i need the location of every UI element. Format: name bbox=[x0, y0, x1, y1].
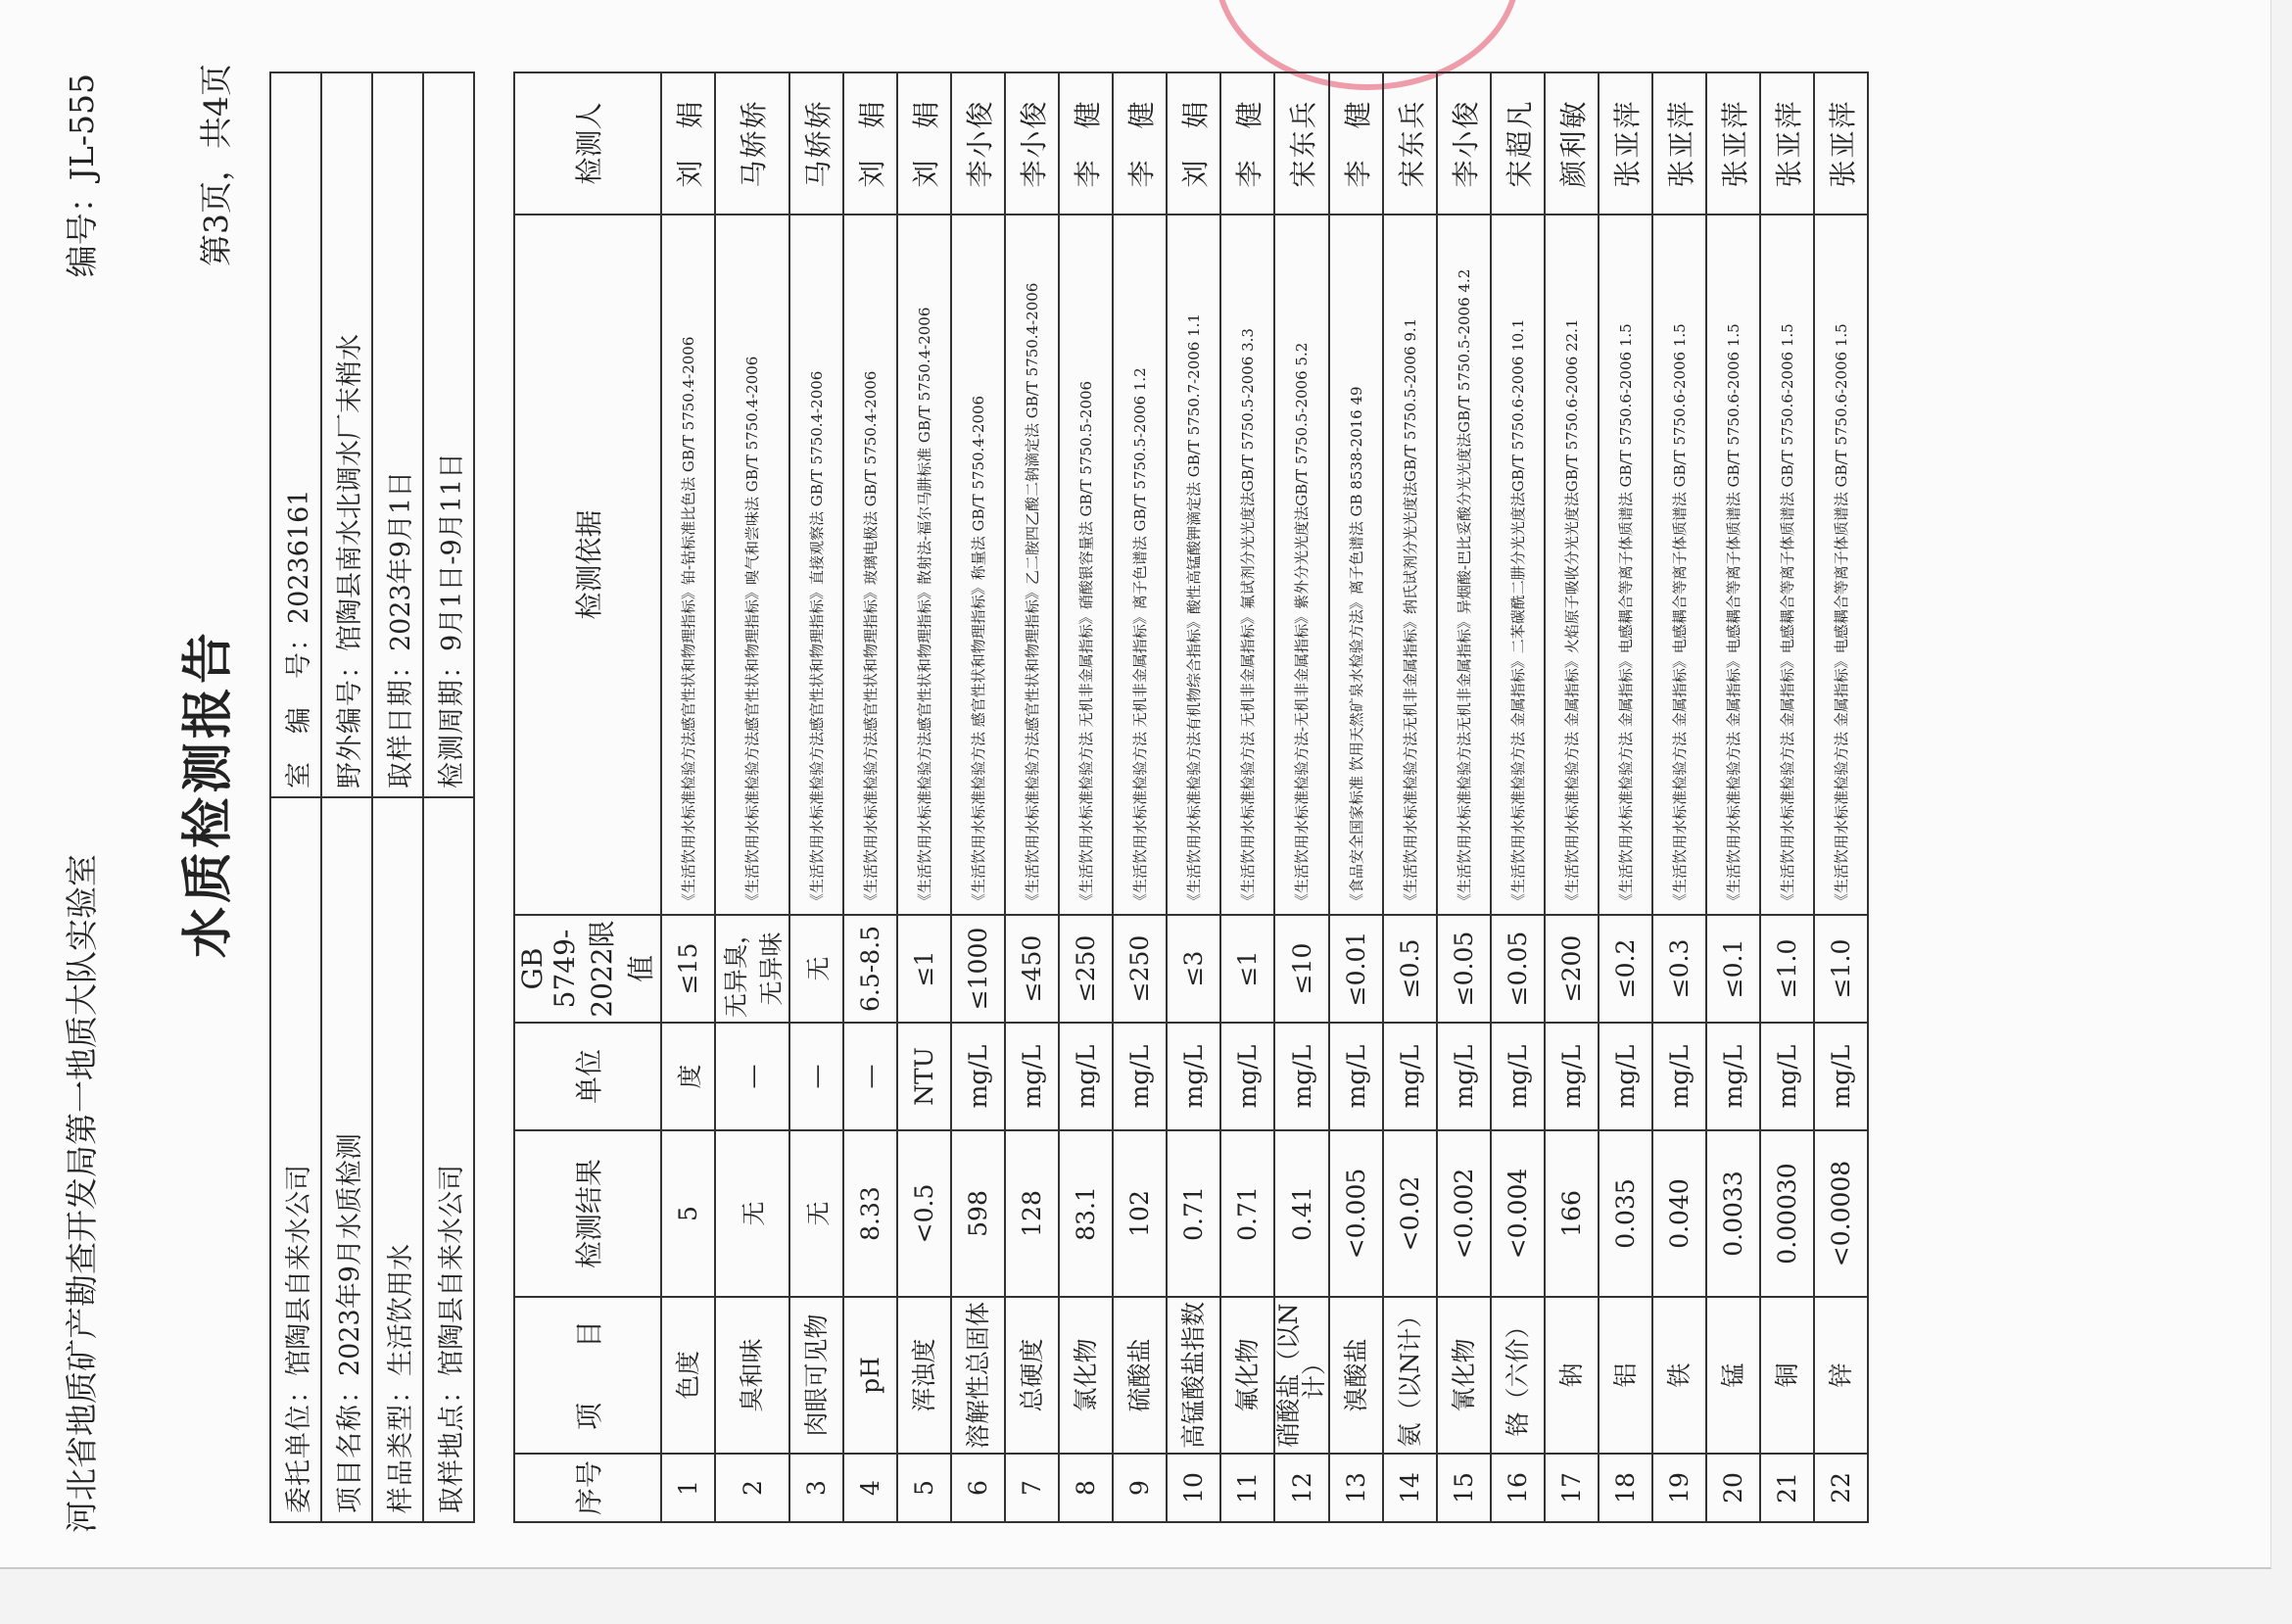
report-code: 编号：JL-555 bbox=[63, 73, 101, 278]
row-tester: 李 健 bbox=[1059, 72, 1113, 215]
row-result: <0.002 bbox=[1437, 1130, 1491, 1297]
row-unit: — bbox=[789, 1023, 843, 1130]
row-unit: mg/L bbox=[1814, 1023, 1868, 1130]
row-no: 18 bbox=[1599, 1454, 1652, 1522]
row-limit: ≤10 bbox=[1274, 915, 1329, 1023]
row-limit: ≤0.2 bbox=[1599, 915, 1652, 1023]
row-result: <0.02 bbox=[1383, 1130, 1437, 1297]
row-result: <0.0008 bbox=[1814, 1130, 1868, 1297]
test-period-value: 9月1日-9月11日 bbox=[436, 452, 467, 651]
row-basis: 《生活饮用水标准检验方法感官性状和物理指标》散射法-福尔马肼标准 GB/T 5750.4-2006 bbox=[897, 215, 951, 915]
table-row bbox=[1005, 72, 1059, 1522]
table-row bbox=[1167, 72, 1220, 1522]
room-no-value: 20236161 bbox=[283, 489, 314, 624]
test-period-label: 检测周期： bbox=[436, 651, 467, 788]
row-tester: 刘 娟 bbox=[843, 72, 897, 215]
row-basis: 《生活饮用水标准检验方法感官性状和物理指标》嗅气和尝味法 GB/T 5750.4-2006 bbox=[715, 215, 789, 915]
row-basis: 《食品安全国家标准 饮用天然矿泉水检验方法》离子色谱法 GB 8538-2016 49 bbox=[1329, 215, 1383, 915]
row-result: <0.5 bbox=[897, 1130, 951, 1297]
row-no: 9 bbox=[1113, 1454, 1167, 1522]
row-no: 12 bbox=[1274, 1454, 1329, 1522]
sample-info-table bbox=[269, 72, 475, 1523]
row-item: pH bbox=[843, 1297, 897, 1454]
row-tester: 颜利敏 bbox=[1545, 72, 1599, 215]
table-row bbox=[1599, 72, 1652, 1522]
row-item: 总硬度 bbox=[1005, 1297, 1059, 1454]
row-result: 102 bbox=[1113, 1130, 1167, 1297]
row-limit: ≤3 bbox=[1167, 915, 1220, 1023]
client-cell bbox=[270, 797, 321, 1522]
row-limit: ≤1 bbox=[1220, 915, 1274, 1023]
row-tester: 宋东兵 bbox=[1383, 72, 1437, 215]
info-row bbox=[423, 72, 474, 1522]
row-item: 钠 bbox=[1545, 1297, 1599, 1454]
row-result: 0.00030 bbox=[1760, 1130, 1814, 1297]
row-limit: ≤0.05 bbox=[1437, 915, 1491, 1023]
row-result: 128 bbox=[1005, 1130, 1059, 1297]
client-value: 馆陶县自来水公司 bbox=[283, 1165, 314, 1376]
row-result: 0.71 bbox=[1220, 1130, 1274, 1297]
row-unit: mg/L bbox=[1005, 1023, 1059, 1130]
table-row bbox=[1113, 72, 1167, 1522]
row-item: 高锰酸盐指数 bbox=[1167, 1297, 1220, 1454]
row-item: 氟化物 bbox=[1220, 1297, 1274, 1454]
row-basis: 《生活饮用水标准检验方法感官性状和物理指标》玻璃电极法 GB/T 5750.4-2006 bbox=[843, 215, 897, 915]
row-tester: 马娇娇 bbox=[715, 72, 789, 215]
row-limit: 6.5-8.5 bbox=[843, 915, 897, 1023]
col-basis-header: 检测依据 bbox=[514, 215, 661, 915]
row-result: <0.004 bbox=[1491, 1130, 1545, 1297]
row-no: 6 bbox=[951, 1454, 1005, 1522]
row-tester: 李 健 bbox=[1329, 72, 1383, 215]
table-row bbox=[1383, 72, 1437, 1522]
row-unit: mg/L bbox=[1383, 1023, 1437, 1130]
row-limit: ≤0.3 bbox=[1652, 915, 1706, 1023]
project-value: 2023年9月水质检测 bbox=[334, 1133, 365, 1376]
col-unit-header: 单位 bbox=[514, 1023, 661, 1130]
table-row bbox=[1652, 72, 1706, 1522]
row-limit: ≤0.05 bbox=[1491, 915, 1545, 1023]
info-row bbox=[270, 72, 321, 1522]
row-limit: ≤450 bbox=[1005, 915, 1059, 1023]
report-header bbox=[57, 54, 116, 1533]
row-item: 铁 bbox=[1652, 1297, 1706, 1454]
table-row bbox=[789, 72, 843, 1522]
row-basis: 《生活饮用水标准检验方法 金属指标》电感耦合等离子体质谱法 GB/T 5750.6-2006 1.5 bbox=[1760, 215, 1814, 915]
sample-type-label: 样品类型： bbox=[385, 1376, 416, 1513]
row-basis: 《生活饮用水标准检验方法 金属指标》电感耦合等离子体质谱法 GB/T 5750.6-2006 1.5 bbox=[1814, 215, 1868, 915]
row-basis: 《生活饮用水标准检验方法感官性状和物理指标》乙二胺四乙酸二钠滴定法 GB/T 5750.4-2006 bbox=[1005, 215, 1059, 915]
row-result: 0.040 bbox=[1652, 1130, 1706, 1297]
row-limit: ≤1000 bbox=[951, 915, 1005, 1023]
row-basis: 《生活饮用水标准检验方法 无机非金属指标》氟试剂分光光度法GB/T 5750.5-2006 3.3 bbox=[1220, 215, 1274, 915]
row-item: 氯化物 bbox=[1059, 1297, 1113, 1454]
row-no: 7 bbox=[1005, 1454, 1059, 1522]
row-no: 16 bbox=[1491, 1454, 1545, 1522]
info-row bbox=[321, 72, 372, 1522]
col-item-header: 项 目 bbox=[514, 1297, 661, 1454]
row-no: 17 bbox=[1545, 1454, 1599, 1522]
row-result: 83.1 bbox=[1059, 1130, 1113, 1297]
sampling-date-cell bbox=[372, 72, 423, 797]
col-result-header: 检测结果 bbox=[514, 1130, 661, 1297]
sampling-place-label: 取样地点： bbox=[436, 1376, 467, 1513]
room-no-label: 室 编 号： bbox=[283, 624, 314, 788]
row-basis: 《生活饮用水标准检验方法无机非金属指标》异烟酸-巴比妥酸分光光度法GB/T 5750.5-2006 4.2 bbox=[1437, 215, 1491, 915]
table-row bbox=[1706, 72, 1760, 1522]
row-item: 锌 bbox=[1814, 1297, 1868, 1454]
row-item: 浑浊度 bbox=[897, 1297, 951, 1454]
row-unit: — bbox=[843, 1023, 897, 1130]
row-basis: 《生活饮用水标准检验方法感官性状和物理指标》铂-钴标准比色法 GB/T 5750.4-2006 bbox=[661, 215, 715, 915]
table-row bbox=[1437, 72, 1491, 1522]
row-no: 3 bbox=[789, 1454, 843, 1522]
row-item: 锰 bbox=[1706, 1297, 1760, 1454]
row-item: 铜 bbox=[1760, 1297, 1814, 1454]
row-basis: 《生活饮用水标准检验方法无机非金属指标》纳氏试剂分光光度法GB/T 5750.5-2006 9.1 bbox=[1383, 215, 1437, 915]
row-no: 22 bbox=[1814, 1454, 1868, 1522]
row-tester: 张亚萍 bbox=[1706, 72, 1760, 215]
row-basis: 《生活饮用水标准检验方法 金属指标》火焰原子吸收分光光度法GB/T 5750.6-2006 22.1 bbox=[1545, 215, 1599, 915]
row-unit: mg/L bbox=[1274, 1023, 1329, 1130]
row-unit: mg/L bbox=[1220, 1023, 1274, 1130]
row-tester: 宋东兵 bbox=[1274, 72, 1329, 215]
results-table bbox=[513, 72, 1869, 1523]
row-tester: 李小俊 bbox=[1005, 72, 1059, 215]
row-limit: 无异臭，无异味 bbox=[715, 915, 789, 1023]
row-limit: ≤200 bbox=[1545, 915, 1599, 1023]
row-no: 5 bbox=[897, 1454, 951, 1522]
sampling-date-label: 取样日期： bbox=[385, 651, 416, 788]
row-no: 11 bbox=[1220, 1454, 1274, 1522]
row-tester: 李 健 bbox=[1113, 72, 1167, 215]
row-item: 溴酸盐 bbox=[1329, 1297, 1383, 1454]
row-unit: NTU bbox=[897, 1023, 951, 1130]
field-no-cell bbox=[321, 72, 372, 797]
row-unit: 度 bbox=[661, 1023, 715, 1130]
project-label: 项目名称： bbox=[334, 1376, 365, 1513]
room-no-cell bbox=[270, 72, 321, 797]
sampling-place-cell bbox=[423, 797, 474, 1522]
row-unit: mg/L bbox=[1545, 1023, 1599, 1130]
row-tester: 马娇娇 bbox=[789, 72, 843, 215]
row-no: 4 bbox=[843, 1454, 897, 1522]
org-name: 河北省地质矿产勘查开发局第一地质大队实验室 bbox=[63, 854, 101, 1533]
row-basis: 《生活饮用水标准检验方法 金属指标》电感耦合等离子体质谱法 GB/T 5750.6-2006 1.5 bbox=[1706, 215, 1760, 915]
row-tester: 刘 娟 bbox=[1167, 72, 1220, 215]
sample-type-value: 生活饮用水 bbox=[385, 1244, 416, 1376]
sampling-place-value: 馆陶县自来水公司 bbox=[436, 1165, 467, 1376]
row-result: 0.0033 bbox=[1706, 1130, 1760, 1297]
row-item: 色度 bbox=[661, 1297, 715, 1454]
row-limit: ≤250 bbox=[1059, 915, 1113, 1023]
test-period-cell bbox=[423, 72, 474, 797]
row-limit: ≤0.1 bbox=[1706, 915, 1760, 1023]
sampling-date-value: 2023年9月1日 bbox=[385, 470, 416, 651]
row-result: 0.71 bbox=[1167, 1130, 1220, 1297]
row-tester: 张亚萍 bbox=[1760, 72, 1814, 215]
row-unit: mg/L bbox=[1491, 1023, 1545, 1130]
row-tester: 宋超凡 bbox=[1491, 72, 1545, 215]
row-item: 硫酸盐 bbox=[1113, 1297, 1167, 1454]
row-result: 598 bbox=[951, 1130, 1005, 1297]
table-row bbox=[843, 72, 897, 1522]
table-row bbox=[897, 72, 951, 1522]
row-result: <0.005 bbox=[1329, 1130, 1383, 1297]
row-result: 5 bbox=[661, 1130, 715, 1297]
row-limit: ≤0.01 bbox=[1329, 915, 1383, 1023]
col-limit-header: GB 5749-2022限值 bbox=[514, 915, 661, 1023]
row-no: 1 bbox=[661, 1454, 715, 1522]
client-label: 委托单位： bbox=[283, 1376, 314, 1513]
row-tester: 张亚萍 bbox=[1814, 72, 1868, 215]
row-no: 8 bbox=[1059, 1454, 1113, 1522]
row-no: 19 bbox=[1652, 1454, 1706, 1522]
row-no: 13 bbox=[1329, 1454, 1383, 1522]
row-unit: mg/L bbox=[1437, 1023, 1491, 1130]
table-row bbox=[1760, 72, 1814, 1522]
row-tester: 张亚萍 bbox=[1652, 72, 1706, 215]
row-tester: 张亚萍 bbox=[1599, 72, 1652, 215]
row-unit: mg/L bbox=[1706, 1023, 1760, 1130]
row-limit: ≤250 bbox=[1113, 915, 1167, 1023]
row-tester: 李小俊 bbox=[951, 72, 1005, 215]
row-result: 0.41 bbox=[1274, 1130, 1329, 1297]
table-row bbox=[1220, 72, 1274, 1522]
row-basis: 《生活饮用水标准检验方法 金属指标》二苯碳酰二肼分光光度法GB/T 5750.6-2006 10.1 bbox=[1491, 215, 1545, 915]
row-result: 0.035 bbox=[1599, 1130, 1652, 1297]
table-row bbox=[1059, 72, 1113, 1522]
table-row bbox=[1814, 72, 1868, 1522]
row-result: 166 bbox=[1545, 1130, 1599, 1297]
row-result: 无 bbox=[715, 1130, 789, 1297]
row-result: 无 bbox=[789, 1130, 843, 1297]
row-limit: ≤1.0 bbox=[1814, 915, 1868, 1023]
table-row bbox=[661, 72, 715, 1522]
row-item: 氰化物 bbox=[1437, 1297, 1491, 1454]
row-item: 臭和味 bbox=[715, 1297, 789, 1454]
row-no: 14 bbox=[1383, 1454, 1437, 1522]
row-item: 铝 bbox=[1599, 1297, 1652, 1454]
row-unit: mg/L bbox=[1760, 1023, 1814, 1130]
field-no-label: 野外编号： bbox=[334, 651, 365, 788]
row-basis: 《生活饮用水标准检验方法感官性状和物理指标》直接观察法 GB/T 5750.4-2006 bbox=[789, 215, 843, 915]
table-row bbox=[715, 72, 789, 1522]
col-person-header: 检测人 bbox=[514, 72, 661, 215]
row-unit: mg/L bbox=[951, 1023, 1005, 1130]
page-number: 第3页，共4页 bbox=[197, 64, 235, 266]
table-row bbox=[1491, 72, 1545, 1522]
col-no-header: 序号 bbox=[514, 1454, 661, 1522]
row-tester: 刘 娟 bbox=[897, 72, 951, 215]
row-basis: 《生活饮用水标准检验方法 感官性状和物理指标》称量法 GB/T 5750.4-2006 bbox=[951, 215, 1005, 915]
row-tester: 李 健 bbox=[1220, 72, 1274, 215]
row-item: 肉眼可见物 bbox=[789, 1297, 843, 1454]
row-limit: ≤1 bbox=[897, 915, 951, 1023]
row-item: 硝酸盐（以N计） bbox=[1274, 1297, 1329, 1454]
row-no: 10 bbox=[1167, 1454, 1220, 1522]
row-basis: 《生活饮用水标准检验方法-无机非金属指标》紫外分光光度法GB/T 5750.5-2006 5.2 bbox=[1274, 215, 1329, 915]
row-unit: mg/L bbox=[1167, 1023, 1220, 1130]
row-limit: ≤0.5 bbox=[1383, 915, 1437, 1023]
info-row bbox=[372, 72, 423, 1522]
table-row bbox=[1329, 72, 1383, 1522]
row-no: 15 bbox=[1437, 1454, 1491, 1522]
row-limit: 无 bbox=[789, 915, 843, 1023]
row-unit: mg/L bbox=[1652, 1023, 1706, 1130]
row-item: 氨（以N计） bbox=[1383, 1297, 1437, 1454]
row-unit: mg/L bbox=[1329, 1023, 1383, 1130]
row-basis: 《生活饮用水标准检验方法 金属指标》电感耦合等离子体质谱法 GB/T 5750.6-2006 1.5 bbox=[1599, 215, 1652, 915]
row-tester: 李小俊 bbox=[1437, 72, 1491, 215]
table-row bbox=[1545, 72, 1599, 1522]
row-item: 铬（六价） bbox=[1491, 1297, 1545, 1454]
field-no-value: 馆陶县南水北调水厂末梢水 bbox=[334, 334, 365, 651]
row-no: 20 bbox=[1706, 1454, 1760, 1522]
row-no: 21 bbox=[1760, 1454, 1814, 1522]
row-unit: mg/L bbox=[1113, 1023, 1167, 1130]
row-no: 2 bbox=[715, 1454, 789, 1522]
table-row bbox=[1274, 72, 1329, 1522]
sample-type-cell bbox=[372, 797, 423, 1522]
row-basis: 《生活饮用水标准检验方法 无机非金属指标》硝酸银容量法 GB/T 5750.5-2006 bbox=[1059, 215, 1113, 915]
row-basis: 《生活饮用水标准检验方法 无机非金属指标》离子色谱法 GB/T 5750.5-2006 1.2 bbox=[1113, 215, 1167, 915]
project-cell bbox=[321, 797, 372, 1522]
row-unit: — bbox=[715, 1023, 789, 1130]
row-unit: mg/L bbox=[1599, 1023, 1652, 1130]
row-basis: 《生活饮用水标准检验方法有机物综合指标》酸性高锰酸钾滴定法 GB/T 5750.7-2006 1.1 bbox=[1167, 215, 1220, 915]
results-header-row bbox=[514, 72, 661, 1522]
row-basis: 《生活饮用水标准检验方法 金属指标》电感耦合等离子体质谱法 GB/T 5750.6-2006 1.5 bbox=[1652, 215, 1706, 915]
row-tester: 刘 娟 bbox=[661, 72, 715, 215]
rotated-document bbox=[49, 44, 2204, 1543]
table-row bbox=[951, 72, 1005, 1522]
row-limit: ≤15 bbox=[661, 915, 715, 1023]
row-item: 溶解性总固体 bbox=[951, 1297, 1005, 1454]
row-unit: mg/L bbox=[1059, 1023, 1113, 1130]
row-result: 8.33 bbox=[843, 1130, 897, 1297]
report-title: 水质检测报告 bbox=[179, 629, 238, 959]
row-limit: ≤1.0 bbox=[1760, 915, 1814, 1023]
